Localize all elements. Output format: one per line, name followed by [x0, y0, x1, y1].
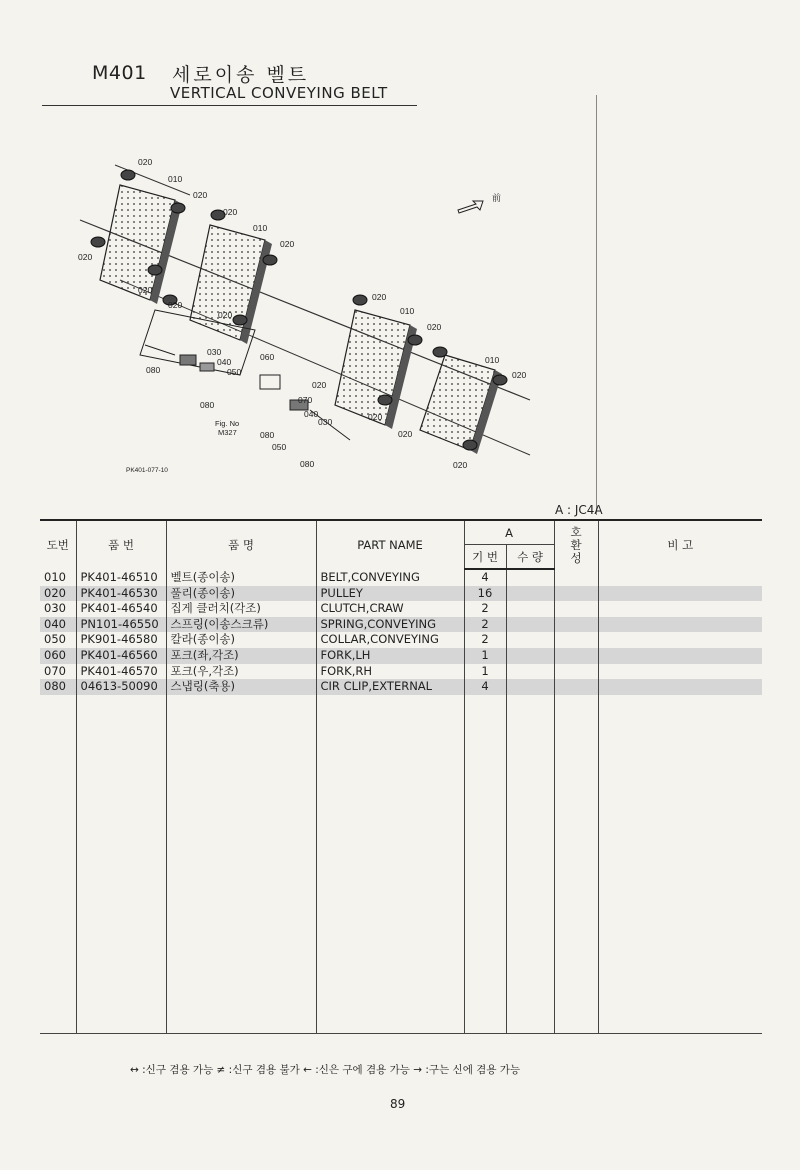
callout-label: 040 [304, 409, 319, 419]
callout-label: 050 [272, 442, 287, 452]
front-arrow-icon [458, 201, 483, 213]
table-empty-space [40, 695, 762, 1034]
row-part-no: PK901-46580 [76, 632, 166, 648]
row-name-ko: 풀리(종이송) [166, 586, 316, 602]
row-name-ko: 스프링(이송스크류) [166, 617, 316, 633]
row-part-name: FORK,RH [316, 664, 464, 680]
row-qty: 4 [464, 569, 506, 586]
row-part-name: COLLAR,CONVEYING [316, 632, 464, 648]
row-qty: 2 [464, 617, 506, 633]
row-qty: 2 [464, 601, 506, 617]
figure-ref-label: Fig. No [215, 419, 240, 428]
callout-label: 070 [298, 395, 313, 405]
callout-label: 010 [253, 223, 268, 233]
col-header-group-a: A [464, 520, 554, 545]
callout-label: 030 [318, 417, 333, 427]
row-qty: 1 [464, 664, 506, 680]
row-name-ko: 벨트(종이송) [166, 569, 316, 586]
callout-label: 020 [138, 157, 153, 167]
callout-label: 010 [168, 174, 183, 184]
drawing-id: PK401-077-10 [126, 467, 168, 474]
callout-label: 020 [138, 285, 153, 295]
row-part-name: BELT,CONVEYING [316, 569, 464, 586]
row-part-name: SPRING,CONVEYING [316, 617, 464, 633]
callout-label: 020 [372, 292, 387, 302]
page-title-english: VERTICAL CONVEYING BELT [170, 84, 388, 102]
table-row [40, 648, 762, 664]
callout-label: 020 [427, 322, 442, 332]
belt-4 [420, 355, 502, 454]
model-note: A : JC4A [555, 503, 603, 517]
callout-label: 080 [146, 365, 161, 375]
row-no: 010 [44, 569, 66, 584]
row-part-name: CIR CLIP,EXTERNAL [316, 679, 464, 695]
callout-label: 020 [223, 207, 238, 217]
row-no: 050 [44, 632, 66, 647]
belt-2 [190, 225, 272, 344]
col-header-basic: 기 번 [464, 545, 506, 570]
row-part-no: PK401-46540 [76, 601, 166, 617]
row-no: 030 [44, 601, 66, 616]
table-row [40, 617, 762, 633]
row-part-no: PN101-46550 [76, 617, 166, 633]
table-row [40, 586, 762, 602]
table-row [40, 569, 762, 586]
callout-label: 020 [193, 190, 208, 200]
front-direction-label: 前 [492, 193, 502, 203]
callout-label: 050 [227, 367, 242, 377]
col-header-qty: 수 량 [506, 545, 554, 570]
callout-label: 020 [168, 300, 183, 310]
callout-label: 020 [312, 380, 327, 390]
row-name-ko: 포크(우,각조) [166, 664, 316, 680]
parts-table [40, 519, 762, 1034]
table-row [40, 679, 762, 695]
row-name-ko: 칼라(종이송) [166, 632, 316, 648]
compatibility-legend: ↔ :신구 겸용 가능 ≠ :신구 겸용 불가 ← :신은 구에 겸용 가능 → :구는 신에 겸용 가능 [130, 1064, 521, 1076]
row-qty: 2 [464, 632, 506, 648]
callout-label: 060 [260, 352, 275, 362]
row-name-ko: 스냅링(축용) [166, 679, 316, 695]
section-code: M401 [92, 62, 147, 84]
row-no: 080 [40, 679, 76, 695]
row-part-name: FORK,LH [316, 648, 464, 664]
page-number: 89 [390, 1097, 406, 1111]
callout-label: 040 [217, 357, 232, 367]
callout-label: 020 [78, 252, 93, 262]
row-part-no: PK401-46570 [76, 664, 166, 680]
row-part-no: PK401-46510 [76, 569, 166, 586]
callout-label: 020 [280, 239, 295, 249]
callout-label: 020 [453, 460, 468, 470]
col-header-name-ko: 품 명 [166, 520, 316, 569]
callout-label: 020 [512, 370, 527, 380]
col-header-part-no: 품 번 [76, 520, 166, 569]
row-part-no: PK401-46530 [76, 586, 166, 602]
table-row [40, 664, 762, 680]
row-qty: 4 [464, 679, 506, 695]
row-part-no: PK401-46560 [76, 648, 166, 664]
row-part-name: CLUTCH,CRAW [316, 601, 464, 617]
row-no: 020 [40, 586, 76, 602]
row-part-no: 04613-50090 [76, 679, 166, 695]
row-name-ko: 포크(좌,각조) [166, 648, 316, 664]
callout-label: 080 [200, 400, 215, 410]
callout-label: 010 [400, 306, 415, 316]
title-underline [42, 105, 417, 106]
col-header-part-name: PART NAME [316, 520, 464, 569]
col-header-compat: 호 환 성 [554, 520, 598, 569]
table-row [40, 601, 762, 617]
table-row [40, 632, 762, 648]
callout-label: 080 [300, 459, 315, 469]
row-no: 040 [40, 617, 76, 633]
row-qty: 16 [464, 586, 506, 602]
callout-label: 010 [485, 355, 500, 365]
figure-ref-number: M327 [218, 428, 237, 437]
col-header-remarks: 비 고 [598, 520, 762, 569]
exploded-parts-diagram [60, 130, 600, 490]
row-no: 060 [40, 648, 76, 664]
callout-label: 020 [218, 310, 233, 320]
callout-label: 020 [368, 412, 383, 422]
row-no: 070 [44, 663, 66, 678]
row-qty: 1 [464, 648, 506, 664]
callout-label: 030 [207, 347, 222, 357]
row-part-name: PULLEY [316, 586, 464, 602]
col-header-no: 도번 [40, 520, 76, 569]
page-title-korean: 세로이송 벨트 [172, 64, 310, 86]
callout-label: 020 [398, 429, 413, 439]
row-name-ko: 집게 클러치(각조) [166, 601, 316, 617]
callout-label: 080 [260, 430, 275, 440]
